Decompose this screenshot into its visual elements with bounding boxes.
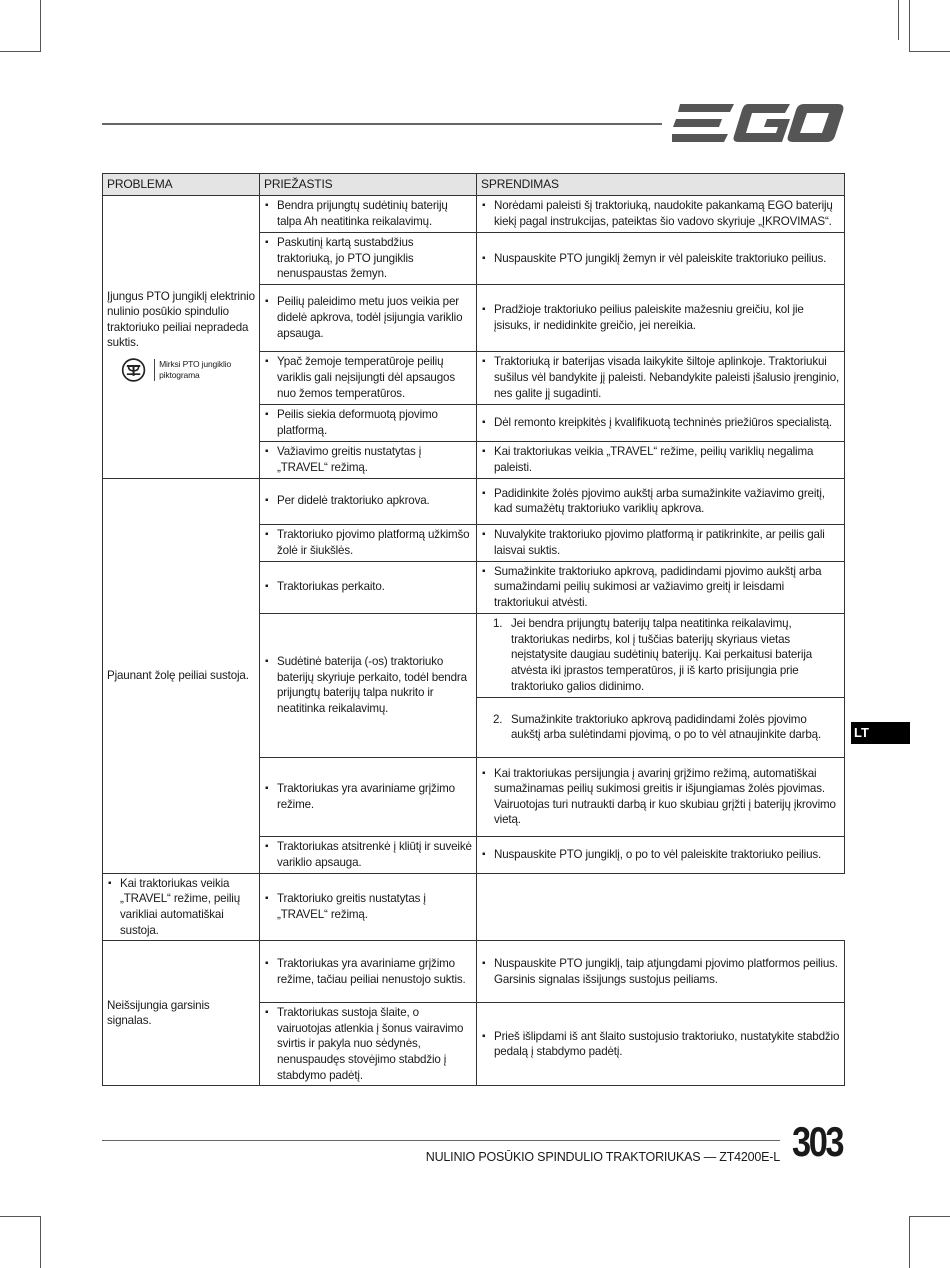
cause-cell xyxy=(260,478,477,524)
header-problem: PROBLEMA xyxy=(103,174,260,196)
crop-mark xyxy=(40,0,41,52)
ego-logo xyxy=(672,102,844,144)
cause-cell xyxy=(103,873,260,940)
crop-mark xyxy=(0,51,40,52)
cause-cell xyxy=(260,613,477,757)
crop-mark xyxy=(40,1216,41,1268)
cause-text: ▪ Traktoriukas perkaito. xyxy=(264,579,472,595)
solution-cell xyxy=(477,233,845,285)
table-row xyxy=(103,196,845,233)
problem-text: Įjungus PTO jungiklį elektrinio nulinio posūkio spindulio traktoriuko peiliai nepradeda suktis. xyxy=(107,289,255,350)
pto-icon-caption: Mirksi PTO jungiklio piktograma xyxy=(154,359,255,381)
cause-text: ▪ Per didelė traktoriuko apkrova. xyxy=(264,493,472,509)
solution-text: ▪ Traktoriuko greitis nustatytas į „TRAVEL“ režimą. xyxy=(264,891,472,922)
solution-cell xyxy=(477,196,845,233)
solution-cell xyxy=(477,836,845,873)
cause-cell xyxy=(260,404,477,441)
solution-cell xyxy=(477,441,845,478)
solution-cell xyxy=(477,941,845,1003)
crop-mark xyxy=(909,1216,950,1217)
problem-cell xyxy=(103,941,260,1086)
problem-cell xyxy=(103,196,260,479)
solution-text: Jei bendra prijungtų baterijų talpa neatitinka reikalavimų, traktoriukas nedirbs, kol į tuščias baterijų skyriaus vietas neįstatysite daugiau sudėtinių baterijų. Kai perkaitusi baterija atvėsta iki įprastos temperatūros, ji iš karto prisijungia prie traktoriuko galios didinimo. xyxy=(511,617,813,693)
item-number: 2. xyxy=(493,712,503,726)
cause-text: ▪ Peilis siekia deformuotą pjovimo platformą. xyxy=(264,407,472,438)
crop-mark xyxy=(898,0,899,40)
troubleshooting-table xyxy=(102,173,845,1086)
cause-cell xyxy=(260,561,477,613)
table-row xyxy=(103,873,845,940)
crop-mark xyxy=(909,1216,910,1268)
solution-text: ▪ Nuspauskite PTO jungiklį, taip atjungdami pjovimo platformos peilius. Garsinis signalas išsijungs sustojus peiliams. xyxy=(481,956,840,987)
crop-mark xyxy=(0,1216,40,1217)
problem-text: Neišsijungia garsinis signalas. xyxy=(107,998,210,1028)
cause-text: ▪ Sudėtinė baterija (-os) traktoriuko baterijų skyriuje perkaito, todėl bendra prijungtų baterijų talpa nukrito ir neatitinka reikalavimų. xyxy=(264,654,472,716)
solution-cell xyxy=(477,613,845,697)
table-header-row xyxy=(103,174,845,196)
header-cause: PRIEŽASTIS xyxy=(260,174,477,196)
cause-cell xyxy=(260,524,477,561)
cause-text: ▪ Bendra prijungtų sudėtinių baterijų talpa Ah neatitinka reikalavimų. xyxy=(264,198,472,229)
cause-cell xyxy=(260,757,477,836)
cause-cell xyxy=(260,1003,477,1086)
solution-cell xyxy=(477,1003,845,1086)
solution-cell xyxy=(477,404,845,441)
cause-text: ▪ Peilių paleidimo metu juos veikia per didelė apkrova, todėl įsijungia variklio apsauga. xyxy=(264,294,472,341)
cause-cell xyxy=(260,284,477,351)
solution-text: ▪ Sumažinkite traktoriuko apkrovą, padidindami pjovimo aukštį arba sumažindami peilių sukimosi ar važiavimo greitį ir leisdami traktoriukui atvėsti. xyxy=(481,564,840,611)
cause-text: ▪ Važiavimo greitis nustatytas į „TRAVEL“ režimą. xyxy=(264,444,472,475)
cause-cell xyxy=(260,233,477,285)
solution-cell xyxy=(477,478,845,524)
pto-switch-icon xyxy=(121,355,146,385)
header-rule xyxy=(102,123,662,125)
cause-text: ▪ Ypač žemoje temperatūroje peilių variklis gali neįsijungti dėl apsaugos nuo žemos temperatūros. xyxy=(264,354,472,401)
solution-cell xyxy=(477,351,845,404)
cause-cell xyxy=(260,351,477,404)
table-row xyxy=(103,478,845,524)
crop-mark xyxy=(909,51,950,52)
solution-text: ▪ Norėdami paleisti šį traktoriuką, naudokite pakankamą EGO baterijų kiekį pagal instrukcijas, pateiktas šio vadovo skyriuje „ĮKROVIMAS“. xyxy=(481,198,840,229)
cause-cell xyxy=(260,196,477,233)
problem-text: Pjaunant žolę peiliai sustoja. xyxy=(107,668,249,682)
solution-text: Sumažinkite traktoriuko apkrovą padidindami žolės pjovimo aukštį arba sulėtindami pjovimą, o po to vėl atnaujinkite darbą. xyxy=(511,712,822,742)
solution-text: ▪ Nuspauskite PTO jungiklį žemyn ir vėl paleiskite traktoriuko peilius. xyxy=(481,251,840,267)
cause-text: ▪ Kai traktoriukas veikia „TRAVEL“ režime, peilių varikliai automatiškai sustoja. xyxy=(107,876,255,938)
solution-cell xyxy=(477,697,845,757)
cause-text: ▪ Traktoriukas atsitrenkė į kliūtį ir suveikė variklio apsauga. xyxy=(264,839,472,870)
cause-cell xyxy=(260,941,477,1003)
solution-text: ▪ Pradžioje traktoriuko peilius paleiskite mažesniu greičiu, kol jie įsisuks, ir nedidinkite greičio, jei nereikia. xyxy=(481,302,840,333)
solution-cell xyxy=(477,284,845,351)
header-solution: SPRENDIMAS xyxy=(477,174,845,196)
solution-numbered-item xyxy=(481,712,840,743)
solution-cell xyxy=(477,524,845,561)
footer-rule xyxy=(102,1140,780,1141)
language-tab: LT xyxy=(851,722,910,744)
solution-text: ▪ Dėl remonto kreipkitės į kvalifikuotą techninės priežiūros specialistą. xyxy=(481,415,840,431)
problem-cell xyxy=(103,478,260,873)
pto-icon-legend xyxy=(107,355,255,385)
solution-text: ▪ Nuvalykite traktoriuko pjovimo platformą ir patikrinkite, ar peilis gali laisvai suktis. xyxy=(481,527,840,558)
crop-mark xyxy=(909,0,910,52)
solution-text: ▪ Padidinkite žolės pjovimo aukštį arba sumažinkite važiavimo greitį, kad sumažėtų traktoriuko variklių apkrova. xyxy=(481,486,840,517)
cause-text: ▪ Traktoriukas yra avariniame grįžimo režime. xyxy=(264,781,472,812)
page-number: 303 xyxy=(792,1118,843,1165)
table-row xyxy=(103,941,845,1003)
solution-text: ▪ Traktoriuką ir baterijas visada laikykite šiltoje aplinkoje. Traktoriukui sušilus vėl bandykite jį paleisti. Nebandykite paleisti įšalusio įrenginio, nes galite jį sugadinti. xyxy=(481,354,840,401)
footer-title: NULINIO POSŪKIO SPINDULIO TRAKTORIUKAS — ZT4200E-L xyxy=(425,1150,780,1164)
solution-text: ▪ Nuspauskite PTO jungiklį, o po to vėl paleiskite traktoriuko peilius. xyxy=(481,847,840,863)
item-number: 1. xyxy=(493,617,503,631)
solution-text: ▪ Kai traktoriukas persijungia į avarinį grįžimo režimą, automatiškai sumažinamas peilių sukimosi greitis ir išjungiamas žolės pjovimas. Vairuotojas turi nutraukti darbą ir kuo skubiau grįžti į baterijų įkrovimo vietą. xyxy=(481,766,840,828)
cause-text: ▪ Traktoriukas yra avariniame grįžimo režime, tačiau peiliai nenustojo suktis. xyxy=(264,956,472,987)
solution-cell xyxy=(477,561,845,613)
solution-cell xyxy=(260,873,477,940)
cause-cell xyxy=(260,836,477,873)
solution-text: ▪ Kai traktoriukas veikia „TRAVEL“ režime, peilių variklių negalima paleisti. xyxy=(481,444,840,475)
solution-numbered-item xyxy=(481,616,840,694)
solution-text: ▪ Prieš išlipdami iš ant šlaito sustojusio traktoriuko, nustatykite stabdžio pedalą į stabdymo padėtį. xyxy=(481,1029,840,1060)
solution-cell xyxy=(477,757,845,836)
cause-text: ▪ Traktoriukas sustoja šlaite, o vairuotojas atlenkia į šonus vairavimo svirtis ir pakyla nuo sėdynės, nenuspaudęs stovėjimo stabdžio į stabdymo padėtį. xyxy=(264,1005,472,1083)
cause-cell xyxy=(260,441,477,478)
cause-text: ▪ Traktoriuko pjovimo platformą užkimšo žolė ir šiukšlės. xyxy=(264,527,472,558)
cause-text: ▪ Paskutinį kartą sustabdžius traktoriuką, jo PTO jungiklis nenuspaustas žemyn. xyxy=(264,235,472,282)
